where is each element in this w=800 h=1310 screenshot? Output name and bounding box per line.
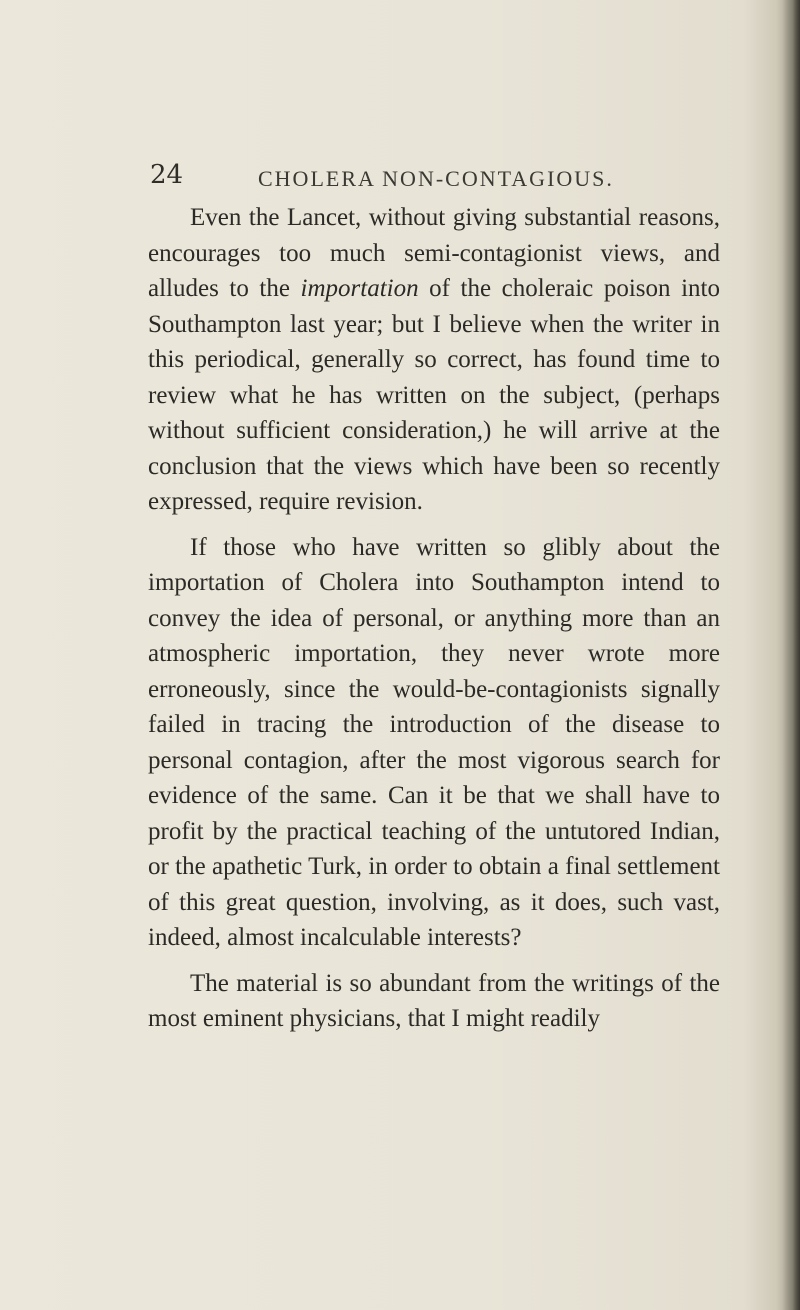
paragraph-1-text-a: Even the Lancet, without giving substantial reasons, encourages too much semi-contagionist views, and alludes to the [148, 204, 720, 302]
paragraph-1 [148, 200, 720, 520]
running-head: CHOLERA NON-CONTAGIOUS. [258, 166, 614, 191]
paragraph-1-text-b: of the choleraic poison into Southampton last year; but I believe when the writer in this periodical, generally so correct, has found time to review what he has written on the subject, (perhaps without sufficient consideration,) he will arrive at the conclusion that the views which have been so recently expressed, require revision. [148, 275, 720, 515]
paragraph-3: The material is so abundant from the writings of the most eminent physicians, that I might readily [148, 969, 720, 1032]
page-number: 24 [150, 160, 184, 190]
body-text [148, 200, 720, 1047]
paragraph-2: If those who have written so glibly about the importation of Cholera into Southampton intend to convey the idea of personal, or anything more than an atmospheric importation, they never wrote more erroneously, since the would-be-contagionists signally failed in tracing the introduction of the disease to personal contagion, after the most vigorous search for evidence of the same. Can it be that we shall have to profit by the practical teaching of the untutored Indian, or the apathetic Turk, in order to obtain a final settlement of this great question, involving, as it does, such vast, indeed, almost incalculable interests? [148, 533, 720, 951]
paragraph-1-emphasis: importation [300, 275, 419, 302]
